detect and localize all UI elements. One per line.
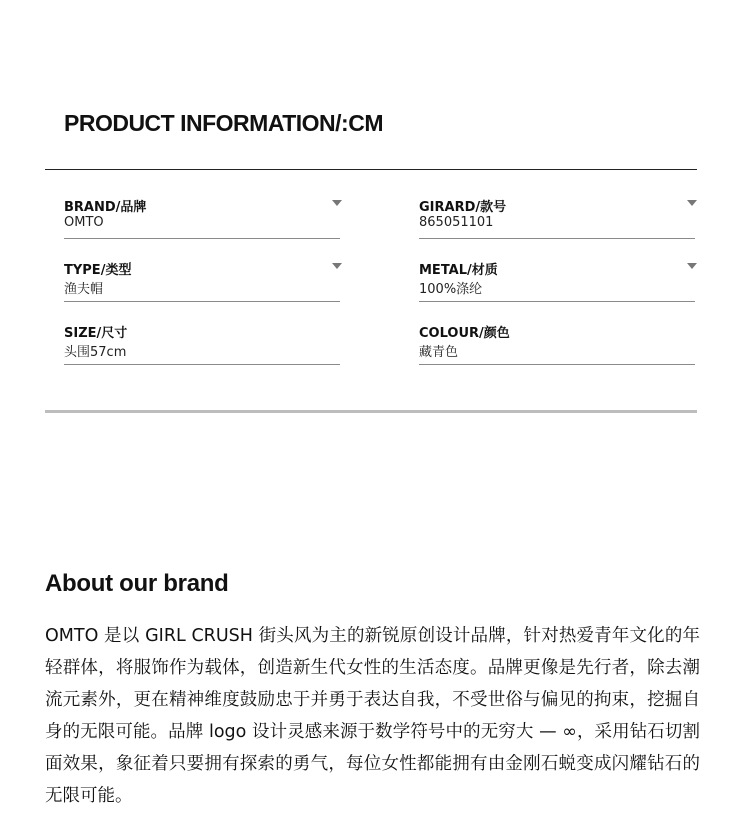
field-girard[interactable] bbox=[419, 196, 695, 239]
field-label: TYPE/类型 bbox=[64, 263, 132, 278]
field-label: SIZE/尺寸 bbox=[64, 326, 128, 341]
chevron-down-icon[interactable] bbox=[332, 200, 342, 206]
chevron-down-icon[interactable] bbox=[332, 263, 342, 269]
field-size bbox=[64, 322, 340, 365]
field-type[interactable] bbox=[64, 259, 340, 302]
chevron-down-icon[interactable] bbox=[687, 200, 697, 206]
product-info-title: PRODUCT INFORMATION/:CM bbox=[64, 110, 383, 136]
field-label: BRAND/品牌 bbox=[64, 200, 147, 215]
field-metal[interactable] bbox=[419, 259, 695, 302]
field-value: 头围57cm bbox=[64, 345, 127, 360]
about-title: About our brand bbox=[45, 570, 229, 597]
chevron-down-icon[interactable] bbox=[687, 263, 697, 269]
field-value: OMTO bbox=[64, 215, 104, 230]
field-label: GIRARD/款号 bbox=[419, 200, 507, 215]
field-value: 100%涤纶 bbox=[419, 282, 483, 297]
bottom-divider bbox=[45, 410, 697, 413]
field-value: 865051101 bbox=[419, 215, 494, 230]
top-divider bbox=[45, 169, 697, 170]
about-body: OMTO 是以 GIRL CRUSH 街头风为主的新锐原创设计品牌，针对热爱青年文化的年轻群体，将服饰作为载体，创造新生代女性的生活态度。品牌更像是先行者，除去潮流元素外，更在精神维度鼓励忠于并勇于表达自我，不受世俗与偏见的拘束，挖掘自身的无限可能。品牌 logo 设计灵感来源于数学符号中的无穷大 — ∞，采用钻石切割面效果，象征着只要拥有探索的勇气，每位女性都能拥有由金刚石蜕变成闪耀钻石的无限可能。 bbox=[45, 626, 700, 806]
field-colour bbox=[419, 322, 695, 365]
field-value: 藏青色 bbox=[419, 345, 459, 360]
field-label: COLOUR/颜色 bbox=[419, 326, 510, 341]
field-label: METAL/材质 bbox=[419, 263, 498, 278]
field-value: 渔夫帽 bbox=[64, 282, 104, 297]
field-brand[interactable] bbox=[64, 196, 340, 239]
